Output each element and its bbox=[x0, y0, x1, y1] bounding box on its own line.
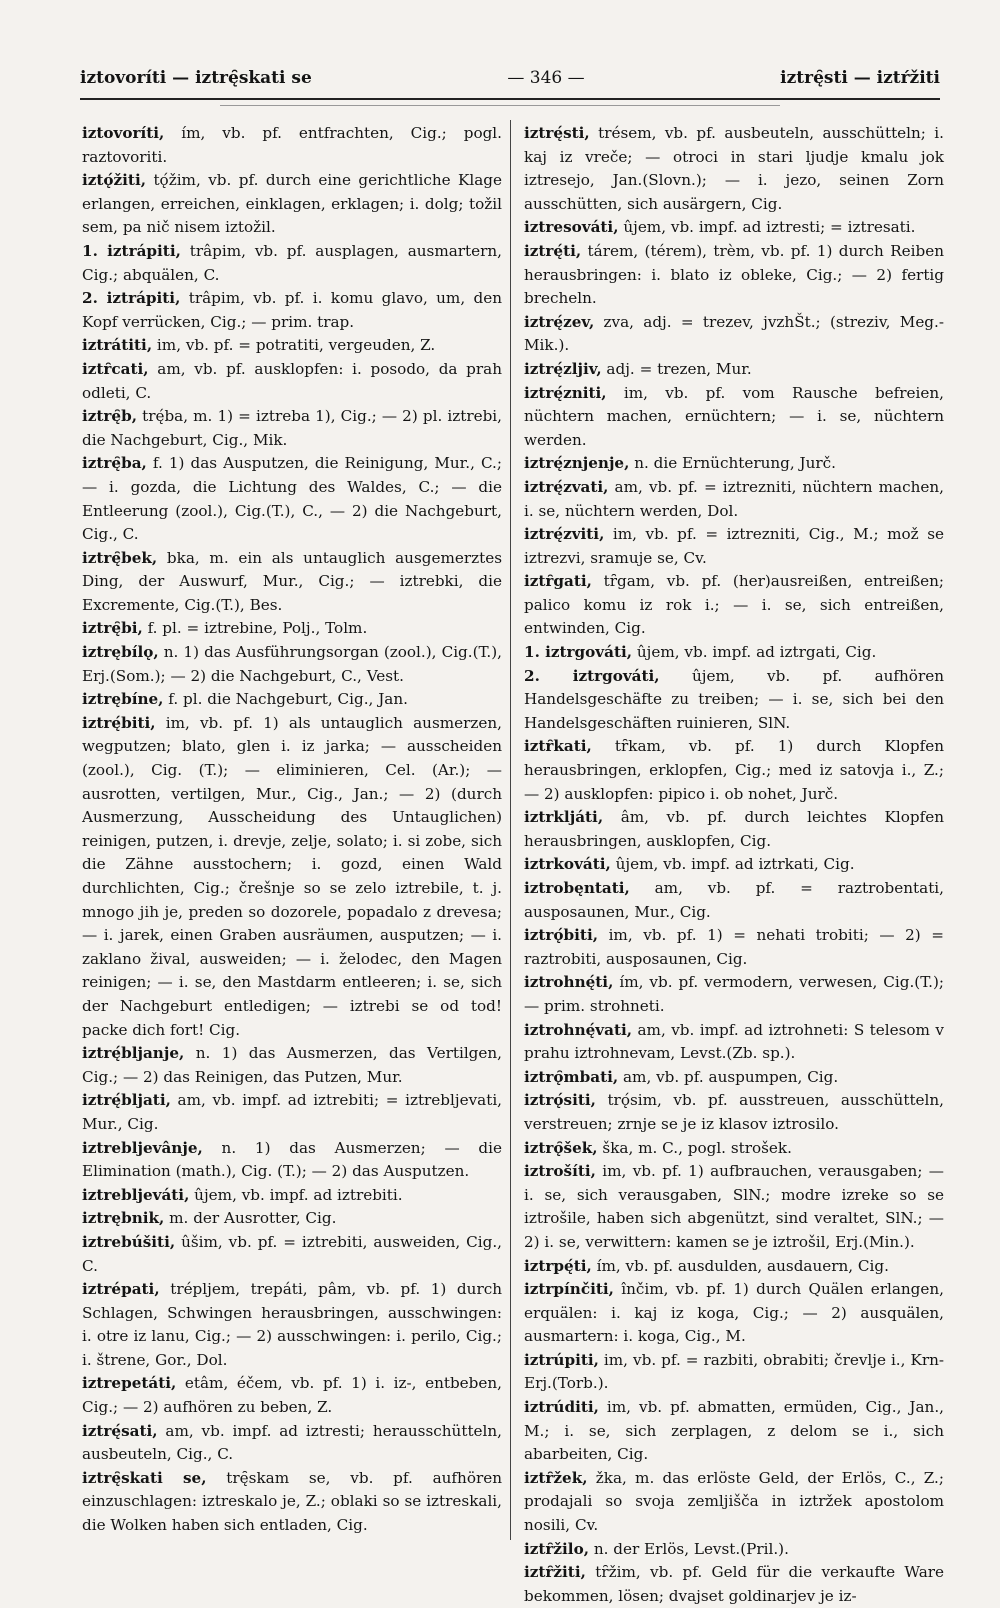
entry-headword: 2. iztrápiti, bbox=[82, 289, 181, 308]
entry-definition: tȓgam, vb. pf. (her)ausreißen, entreißen; palico komu iz rok i.; — i. se, sich entreißen, entwinden, Cig. bbox=[524, 572, 944, 638]
entry-headword: iztrę́znjenje, bbox=[524, 454, 630, 473]
entry-headword: iztrę́sati, bbox=[82, 1421, 158, 1440]
entry-definition: n. die Ernüchterung, Jurč. bbox=[629, 454, 837, 473]
entry-headword: iztrobęntati, bbox=[524, 879, 630, 897]
dictionary-entry bbox=[82, 1231, 502, 1278]
entry-definition: f. pl. die Nachgeburt, Cig., Jan. bbox=[163, 690, 408, 709]
entry-definition: tǫ́žim, vb. pf. durch eine gerichtliche Klage erlangen, erreichen, einklagen, erklagen; i. dolg; tožil sem, pa nič nisem iztožil. bbox=[82, 171, 502, 237]
entry-definition: im, vb. pf. 1) als untauglich ausmerzen, wegputzen; blato, glen i. iz jarka; — ausscheiden (zool.), Cig. (T.); — eliminieren, Cel. (Ar.); — ausrotten, vertilgen, Mur., Cig., Jan.; — 2) (durch Ausmerzung, Ausscheidung des Untauglichen) reinigen, putzen, i. drevje, zelje, solato; i. si zobe, sich die Zähne ausstochern; i. gozd, einen Wald durchlichten, Cig.; črešnje so se zelo iztrebile, t. j. mnogo jih je, preden so dozorele, popadalo z drevesa; — i. jarek, einen Graben ausräumen, ausputzen; — i. zaklano žival, ausweiden; — i. želodec, den Magen reinigen; — i. se, den Mastdarm entleeren; i. se, sich der Nachgeburt entledigen; — iztrebi se od tod! packe dich fort! Cig. bbox=[82, 713, 502, 1039]
entry-definition: ûjem, vb. impf. ad iztrebiti. bbox=[189, 1185, 403, 1204]
entry-headword: iztȓžiti, bbox=[524, 1563, 586, 1582]
dictionary-entry bbox=[524, 971, 944, 1018]
entry-definition: etâm, éčem, vb. pf. 1) i. iz-, entbeben, Cig.; — 2) aufhören zu beben, Z. bbox=[82, 1374, 502, 1417]
entry-definition: ûjem, vb. impf. ad iztresti; = iztresati. bbox=[618, 218, 916, 237]
entry-headword: iztrebúšiti, bbox=[82, 1232, 176, 1251]
dictionary-entry bbox=[524, 1561, 944, 1608]
dictionary-entry bbox=[524, 1467, 944, 1538]
entry-headword: iztrǫ́biti, bbox=[524, 926, 599, 945]
dictionary-entry bbox=[82, 547, 502, 618]
dictionary-entry bbox=[82, 617, 502, 641]
entry-definition: n. 1) das Ausmerzen; — die Elimination (math.), Cig. (T.); — 2) das Ausputzen. bbox=[82, 1138, 502, 1181]
entry-definition: zva, adj. = trezev, jvzhŠt.; (streziv, Meg.-Mik.). bbox=[524, 312, 944, 355]
dictionary-entry bbox=[524, 358, 944, 382]
entry-definition: ím, vb. pf. entfrachten, Cig.; pogl. raztovoriti. bbox=[82, 124, 502, 166]
entry-definition: trǫ́sim, vb. pf. ausstreuen, ausschütteln, verstreuen; zrnje se je iz klasov iztrosilo. bbox=[524, 1091, 944, 1133]
entry-definition: ûjem, vb. impf. ad iztrkati, Cig. bbox=[610, 855, 855, 874]
entry-definition: am, vb. pf. = raztrobentati, ausposaunen, Mur., Cig. bbox=[524, 879, 944, 921]
dictionary-entry bbox=[524, 1349, 944, 1396]
dictionary-entry bbox=[524, 1137, 944, 1161]
entry-headword: iztrpínčiti, bbox=[524, 1280, 614, 1299]
entry-headword: iztrę́bljati, bbox=[82, 1091, 171, 1110]
entry-definition: ím, vb. pf. ausdulden, ausdauern, Cig. bbox=[591, 1256, 889, 1275]
entry-definition: ûšim, vb. pf. = iztrebiti, ausweiden, Cig., C. bbox=[82, 1232, 502, 1275]
entry-headword: iztrę́zniti, bbox=[524, 383, 607, 402]
dictionary-entry bbox=[524, 216, 944, 240]
entry-definition: ûjem, vb. pf. aufhören Handelsgeschäfte zu treiben; — i. se, sich bei den Handelsgeschäften ruinieren, SlN. bbox=[524, 666, 944, 732]
dictionary-entry bbox=[524, 665, 944, 736]
entry-definition: înčim, vb. pf. 1) durch Quälen erlangen, erquälen: i. kaj iz koga, Cig.; — 2) ausquälen, ausmartern: i. koga, Cig., M. bbox=[524, 1280, 944, 1346]
entry-definition: ûjem, vb. impf. ad iztrgati, Cig. bbox=[632, 643, 877, 662]
dictionary-entry bbox=[82, 1372, 502, 1419]
entry-definition: trâpim, vb. pf. ausplagen, ausmartern, Cig.; abquälen, C. bbox=[82, 241, 503, 284]
dictionary-entry bbox=[82, 1278, 502, 1372]
dictionary-entry bbox=[524, 1396, 944, 1467]
dictionary-entry bbox=[524, 735, 944, 806]
entry-headword: iztȓžek, bbox=[524, 1468, 588, 1487]
dictionary-entry bbox=[524, 1089, 944, 1136]
dictionary-entry bbox=[82, 334, 502, 358]
entry-headword: iztrę̑b, bbox=[82, 407, 137, 426]
entry-headword: iztrúditi, bbox=[524, 1398, 599, 1417]
entry-headword: iztrkováti, bbox=[524, 855, 611, 874]
dictionary-entry bbox=[524, 806, 944, 853]
entry-headword: 2. iztrgováti, bbox=[524, 666, 660, 685]
dictionary-entry bbox=[82, 1184, 502, 1208]
entry-headword: iztrę́zljiv, bbox=[524, 359, 602, 378]
dictionary-entry bbox=[524, 240, 944, 311]
column-divider bbox=[510, 120, 511, 1540]
dictionary-entry bbox=[82, 287, 502, 334]
entry-headword: iztrebljevânje, bbox=[82, 1138, 203, 1157]
dictionary-entry bbox=[82, 688, 502, 712]
entry-headword: iztrepetáti, bbox=[82, 1374, 177, 1393]
entry-headword: iztrębíne, bbox=[82, 690, 164, 709]
entry-headword: iztrépati, bbox=[82, 1280, 160, 1299]
dictionary-entry bbox=[82, 405, 502, 452]
entry-definition: ím, vb. pf. vermodern, verwesen, Cig.(T.); — prim. strohneti. bbox=[524, 973, 944, 1015]
entry-definition: im, vb. pf. 1) = nehati trobiti; — 2) = raztrobiti, ausposaunen, Cig. bbox=[524, 926, 944, 968]
entry-definition: tárem, (térem), trèm, vb. pf. 1) durch Reiben herausbringen: i. blato iz obleke, Cig.; — 2) fertig brecheln. bbox=[524, 241, 944, 308]
entry-definition: adj. = trezen, Mur. bbox=[601, 359, 752, 378]
entry-definition: n. 1) das Ausmerzen, das Vertilgen, Cig.; — 2) das Reinigen, das Putzen, Mur. bbox=[82, 1044, 502, 1086]
entry-definition: n. 1) das Ausführungsorgan (zool.), Cig.(T.), Erj.(Som.); — 2) die Nachgeburt, C., Vest. bbox=[82, 643, 502, 685]
entry-headword: iztrębílǫ, bbox=[82, 643, 159, 662]
entry-headword: iztrǫ́siti, bbox=[524, 1091, 596, 1110]
left-column bbox=[82, 122, 502, 1562]
entry-headword: iztrúpiti, bbox=[524, 1350, 599, 1369]
entry-definition: tȓkam, vb. pf. 1) durch Klopfen herausbringen, erklopfen, Cig.; med iz satovja i., Z.; — 2) ausklopfen: pipico i. ob nohet, Jurč. bbox=[524, 737, 944, 803]
entry-headword: iztrę́zviti, bbox=[524, 525, 605, 544]
entry-definition: im, vb. pf. abmatten, ermüden, Cig., Jan., M.; i. se, sich zerplagen, z delom se i., sich abarbeiten, Cig. bbox=[524, 1398, 944, 1464]
entry-definition: im, vb. pf. = potratiti, vergeuden, Z. bbox=[152, 336, 436, 355]
dictionary-entry bbox=[82, 452, 502, 546]
entry-headword: iztrębnik, bbox=[82, 1209, 165, 1228]
dictionary-entry bbox=[82, 1207, 502, 1231]
entry-definition: f. pl. = iztrebine, Polj., Tolm. bbox=[142, 619, 368, 638]
entry-headword: iztresováti, bbox=[524, 218, 619, 237]
dictionary-entry bbox=[524, 122, 944, 216]
entry-definition: trésem, vb. pf. ausbeuteln, ausschütteln; i. kaj iz vreče; — otroci in stari ljudje kmalu jok iztresejo, Jan.(Slovn.); — i. jezo, seinen Zorn ausschütten, sich ausärgern, Cig. bbox=[524, 124, 944, 213]
right-column bbox=[524, 122, 944, 1605]
entry-definition: trę̑skam se, vb. pf. aufhören einzuschlagen: iztreskalo je, Z.; oblaki so se iztreskali, die Wolken haben sich entladen, Cig. bbox=[82, 1468, 502, 1535]
header-left-title: iztovoríti — iztrę̑skati se bbox=[80, 68, 312, 88]
entry-headword: 1. iztrápiti, bbox=[82, 241, 181, 260]
entry-definition: f. 1) das Ausputzen, die Reinigung, Mur., C.; — i. gozda, die Lichtung des Waldes, C.; — die Entleerung (zool.), Cig.(T.), C., — 2) die Nachgeburt, Cig., C. bbox=[82, 454, 502, 544]
entry-definition: am, vb. impf. ad iztresti; herausschütteln, ausbeuteln, Cig., C. bbox=[82, 1421, 502, 1464]
dictionary-entry bbox=[524, 311, 944, 358]
running-header bbox=[80, 60, 940, 96]
entry-headword: iztrǫ̑mbati, bbox=[524, 1067, 619, 1086]
dictionary-entry bbox=[524, 570, 944, 641]
dictionary-entry bbox=[82, 1089, 502, 1136]
entry-definition: âm, vb. pf. durch leichtes Klopfen herausbringen, ausklopfen, Cig. bbox=[524, 808, 944, 850]
entry-definition: am, vb. impf. ad iztrohneti: S telesom v prahu iztrohnevam, Levst.(Zb. sp.). bbox=[524, 1020, 944, 1063]
entry-headword: iztrę̑ba, bbox=[82, 454, 147, 473]
entry-headword: iztrkljáti, bbox=[524, 808, 604, 827]
entry-headword: iztȓgati, bbox=[524, 572, 592, 591]
dictionary-entry bbox=[524, 924, 944, 971]
entry-headword: iztrę́zev, bbox=[524, 312, 595, 331]
dictionary-entry bbox=[524, 452, 944, 476]
entry-definition: n. der Erlös, Levst.(Pril.). bbox=[589, 1539, 789, 1558]
entry-headword: iztrę́ti, bbox=[524, 241, 582, 260]
entry-definition: m. der Ausrotter, Cig. bbox=[164, 1209, 337, 1228]
dictionary-entry bbox=[524, 877, 944, 924]
entry-definition: žka, m. das erlöste Geld, der Erlös, C., Z.; prodajali so svoja zemljišča in iztržek apostolom nosili, Cv. bbox=[524, 1468, 944, 1535]
entry-headword: iztrošíti, bbox=[524, 1162, 596, 1181]
entry-definition: trépljem, trepáti, pâm, vb. pf. 1) durch Schlagen, Schwingen herausbringen, ausschwingen: i. otre iz lanu, Cig.; — 2) ausschwingen: i. perilo, Cig.; i. štrene, Gor., Dol. bbox=[82, 1280, 502, 1369]
entry-definition: trę́ba, m. 1) = iztreba 1), Cig.; — 2) pl. iztrebi, die Nachgeburt, Cig., Mik. bbox=[82, 407, 502, 449]
entry-definition: bka, m. ein als untauglich ausgemerztes Ding, der Auswurf, Mur., Cig.; — iztrebki, die Excremente, Cig.(T.), Bes. bbox=[82, 548, 502, 614]
dictionary-entry bbox=[82, 122, 502, 169]
dictionary-entry bbox=[524, 476, 944, 523]
entry-definition: am, vb. pf. ausklopfen: i. posodo, da prah odleti, C. bbox=[82, 359, 502, 402]
dictionary-entry bbox=[82, 1467, 502, 1538]
entry-definition: im, vb. pf. = iztrezniti, Cig., M.; mož se iztrezvi, sramuje se, Cv. bbox=[524, 525, 944, 567]
entry-definition: im, vb. pf. 1) aufbrauchen, verausgaben; — i. se, sich verausgaben, SlN.; modre izreke so se iztrošile, haben sich abgenützt, sind veraltet, SlN.; — 2) i. se, verwittern: kamen se je iztrošil, Erj.(Min.). bbox=[524, 1162, 944, 1251]
dictionary-entry bbox=[82, 712, 502, 1042]
dictionary-entry bbox=[82, 1420, 502, 1467]
entry-definition: am, vb. pf. = iztrezniti, nüchtern machen, i. se, nüchtern werden, Dol. bbox=[524, 477, 944, 520]
entry-definition: im, vb. pf. = razbiti, obrabiti; črevlje i., Krn-Erj.(Torb.). bbox=[524, 1350, 944, 1393]
entry-headword: iztrpę́ti, bbox=[524, 1256, 592, 1275]
entry-headword: iztȓcati, bbox=[82, 359, 149, 378]
entry-headword: iztǫ́žiti, bbox=[82, 171, 147, 190]
entry-definition: tȓžim, vb. pf. Geld für die verkaufte Ware bekommen, lösen; dvajset goldinarjev je iz- bbox=[524, 1563, 944, 1605]
entry-headword: iztȓkati, bbox=[524, 737, 592, 756]
entry-headword: iztrohnę́ti, bbox=[524, 973, 614, 992]
entry-definition: im, vb. pf. vom Rausche befreien, nüchtern machen, ernüchtern; — i. se, nüchtern werden. bbox=[524, 383, 944, 449]
entry-headword: 1. iztrgováti, bbox=[524, 643, 633, 662]
dictionary-entry bbox=[524, 641, 944, 665]
entry-headword: iztȓžilo, bbox=[524, 1539, 589, 1558]
entry-headword: iztrǫ̑šek, bbox=[524, 1138, 598, 1157]
dictionary-entry bbox=[524, 1066, 944, 1090]
dictionary-entry bbox=[82, 1042, 502, 1089]
entry-headword: iztrę́biti, bbox=[82, 713, 156, 732]
dictionary-entry bbox=[524, 1255, 944, 1279]
dictionary-entry bbox=[524, 1160, 944, 1254]
entry-definition: am, vb. impf. ad iztrebiti; = iztrebljevati, Mur., Cig. bbox=[82, 1091, 502, 1133]
dictionary-entry bbox=[524, 853, 944, 877]
entry-headword: iztrátiti, bbox=[82, 336, 153, 355]
header-rule bbox=[80, 98, 940, 100]
entry-definition: ška, m. C., pogl. strošek. bbox=[597, 1138, 792, 1157]
entry-headword: iztrę̑bi, bbox=[82, 619, 143, 638]
dictionary-entry bbox=[524, 1278, 944, 1349]
dictionary-entry bbox=[524, 1019, 944, 1066]
entry-headword: iztrę́sti, bbox=[524, 124, 590, 142]
dictionary-entry bbox=[524, 523, 944, 570]
dictionary-entry bbox=[82, 169, 502, 240]
dictionary-entry bbox=[82, 240, 502, 287]
entry-headword: iztrę̑skati se, bbox=[82, 1468, 207, 1487]
dictionary-entry bbox=[82, 641, 502, 688]
header-thin-rule bbox=[220, 105, 780, 106]
entry-headword: iztrę́bljanje, bbox=[82, 1044, 185, 1063]
entry-definition: trâpim, vb. pf. i. komu glavo, um, den Kopf verrücken, Cig.; — prim. trap. bbox=[82, 289, 502, 331]
dictionary-entry bbox=[524, 382, 944, 453]
entry-headword: iztovoríti, bbox=[82, 124, 165, 142]
header-right-title: iztrę̑sti — iztŕžiti bbox=[780, 68, 940, 88]
entry-headword: iztrę́zvati, bbox=[524, 477, 609, 496]
entry-definition: am, vb. pf. auspumpen, Cig. bbox=[618, 1067, 839, 1086]
dictionary-entry bbox=[82, 358, 502, 405]
entry-headword: iztrę̑bek, bbox=[82, 548, 158, 567]
dictionary-entry bbox=[82, 1137, 502, 1184]
page-number: — 346 — bbox=[507, 68, 585, 88]
entry-headword: iztrohnę́vati, bbox=[524, 1020, 633, 1039]
entry-headword: iztrebljeváti, bbox=[82, 1185, 190, 1204]
dictionary-entry bbox=[524, 1538, 944, 1562]
